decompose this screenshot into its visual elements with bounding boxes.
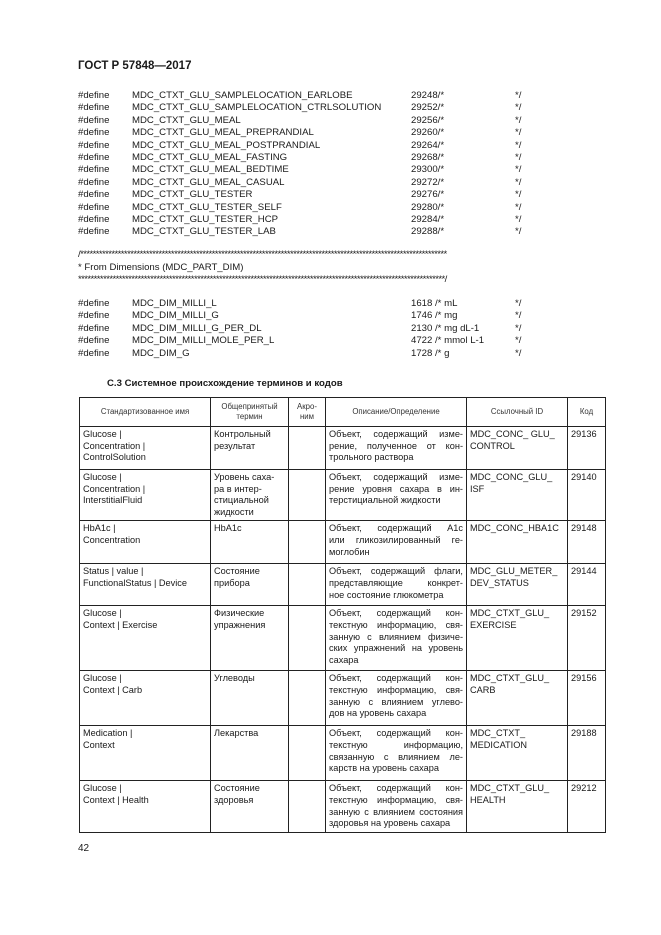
define-name: MDC_DIM_G — [132, 347, 190, 359]
cell-line: MDC_GLU_METER_ — [470, 566, 558, 577]
comment-end: */ — [515, 176, 522, 188]
cell-line: ControlSolution — [83, 452, 146, 463]
column-header: Стандартизованное имя — [80, 398, 211, 427]
define-keyword: #define — [78, 139, 110, 151]
cell-line: или гликозилированный ге- — [329, 534, 463, 545]
define-keyword: #define — [78, 201, 110, 213]
cell-line: Объект, содержащий изме- — [329, 429, 463, 439]
section-heading: С.3 Системное происхождение терминов и кодов — [107, 378, 343, 389]
cell-line: Контрольный — [214, 429, 271, 439]
cell-line: прибора — [214, 577, 250, 588]
cell-line: ра в интер- — [214, 483, 262, 494]
cell-line: EXERCISE — [470, 619, 517, 630]
comment-end: */ — [515, 201, 522, 213]
cell-desc — [326, 427, 467, 470]
table-row — [80, 781, 606, 833]
define-name: MDC_CTXT_GLU_MEAL_FASTING — [132, 151, 288, 163]
cell-line: Status | value | — [83, 566, 144, 577]
cell-line: Context | Exercise — [83, 619, 158, 630]
cell-line: Glucose | — [83, 783, 122, 794]
cell-line: ное состояние глюкометра — [329, 589, 444, 600]
define-keyword: #define — [78, 102, 110, 114]
cell-ref — [467, 564, 568, 606]
cell-line: занную с влиянием физиче- — [329, 631, 463, 642]
cell-term — [211, 564, 289, 606]
cell-code: 29148 — [568, 521, 606, 564]
cell-desc — [326, 671, 467, 726]
cell-acronym — [289, 521, 326, 564]
comment-bottom-line: *********************************************************************************************************************/ — [78, 274, 447, 285]
comment-end: */ — [515, 102, 522, 114]
cell-line: карств на уровень сахара — [329, 763, 439, 774]
define-name: MDC_CTXT_GLU_SAMPLELOCATION_EARLOBE — [132, 90, 353, 101]
cell-line: Объект, содержащий кон- — [329, 608, 463, 619]
cell-line: текстную информацию, свя- — [329, 684, 463, 695]
cell-line: MDC_CTXT_GLU_ — [470, 783, 550, 794]
cell-ref — [467, 606, 568, 671]
cell-line: Glucose | — [83, 608, 122, 619]
cell-name — [80, 427, 211, 470]
cell-line: CONTROL — [470, 440, 515, 451]
cell-line: трольного раствора — [329, 452, 414, 463]
cell-line: жидкости — [214, 506, 254, 517]
comment-end: */ — [515, 322, 522, 334]
cell-desc — [326, 781, 467, 833]
cell-ref — [467, 781, 568, 833]
cell-line: Context | Health — [83, 794, 149, 805]
cell-code: 29136 — [568, 427, 606, 470]
cell-line: здоровья — [214, 794, 254, 805]
define-value: 1728 /* g — [411, 347, 450, 359]
cell-line: Состояние — [214, 783, 260, 794]
define-keyword: #define — [78, 164, 110, 176]
define-keyword: #define — [78, 322, 110, 334]
define-name: MDC_DIM_MILLI_G — [132, 310, 219, 322]
define-value: 29264/* — [411, 139, 445, 151]
define-value: 29276/* — [411, 189, 445, 201]
cell-line: Context | Carb — [83, 684, 143, 695]
define-keyword: #define — [78, 226, 110, 238]
cell-line: Углеводы — [214, 673, 255, 684]
cell-code: 29144 — [568, 564, 606, 606]
column-header: Описание/Определение — [326, 398, 467, 427]
column-header: Общепринятый термин — [211, 398, 289, 427]
define-keyword: #define — [78, 114, 110, 126]
table-row — [80, 606, 606, 671]
cell-line: HbA1c — [214, 523, 242, 534]
cell-name — [80, 726, 211, 781]
cell-term — [211, 671, 289, 726]
cell-ref — [467, 671, 568, 726]
cell-acronym — [289, 726, 326, 781]
cell-line: Объект, содержащий кон- — [329, 728, 463, 739]
page-number: 42 — [78, 843, 90, 854]
define-name: MDC_DIM_MILLI_MOLE_PER_L — [132, 335, 275, 347]
comment-end: */ — [515, 189, 522, 201]
cell-ref — [467, 470, 568, 521]
cell-line: Объект, содержащий флаги, — [329, 566, 463, 577]
cell-line: дов на уровень сахара — [329, 708, 427, 719]
cell-line: стициальной — [214, 495, 269, 506]
cell-ref — [467, 427, 568, 470]
cell-line: Объект, содержащий кон- — [329, 673, 463, 684]
cell-desc — [326, 564, 467, 606]
define-value: 29248/* — [411, 90, 445, 101]
define-keyword: #define — [78, 213, 110, 225]
terms-table — [79, 397, 606, 833]
define-name: MDC_CTXT_GLU_MEAL — [132, 114, 241, 126]
comment-text: * From Dimensions (MDC_PART_DIM) — [78, 262, 244, 273]
cell-line: Состояние — [214, 566, 260, 577]
define-name: MDC_CTXT_GLU_TESTER — [132, 189, 253, 201]
define-keyword: #define — [78, 347, 110, 359]
define-name: MDC_CTXT_GLU_MEAL_PREPRANDIAL — [132, 127, 314, 139]
cell-acronym — [289, 470, 326, 521]
cell-line: Glucose | — [83, 429, 122, 439]
define-value: 29284/* — [411, 213, 445, 225]
cell-line: рение, полученное от кон- — [329, 440, 463, 451]
comment-top-line: /********************************************************************************************************************* — [78, 249, 447, 260]
cell-line: Объект, содержащий изме- — [329, 472, 463, 482]
define-name: MDC_DIM_MILLI_L — [132, 298, 217, 309]
define-value: 29268/* — [411, 151, 445, 163]
cell-line: Лекарства — [214, 728, 259, 739]
define-name: MDC_CTXT_GLU_MEAL_CASUAL — [132, 176, 285, 188]
define-value: 2130 /* mg dL-1 — [411, 322, 480, 334]
comment-end: */ — [515, 347, 522, 359]
cell-line: Concentration — [83, 534, 141, 545]
cell-desc — [326, 726, 467, 781]
cell-name — [80, 671, 211, 726]
cell-line: текстную информацию, — [329, 739, 463, 750]
define-value: 1618 /* mL — [411, 298, 458, 309]
define-value: 29260/* — [411, 127, 445, 139]
comment-end: */ — [515, 213, 522, 225]
cell-line: упражнения — [214, 619, 266, 630]
define-keyword: #define — [78, 151, 110, 163]
cell-term — [211, 726, 289, 781]
cell-line: CARB — [470, 684, 496, 695]
define-value: 29288/* — [411, 226, 445, 238]
cell-line: MDC_CTXT_GLU_ — [470, 608, 550, 619]
cell-term — [211, 521, 289, 564]
comment-end: */ — [515, 335, 522, 347]
cell-name — [80, 521, 211, 564]
cell-line: Glucose | — [83, 472, 122, 482]
cell-line: связанную с влиянием ле- — [329, 751, 463, 762]
column-header: Код — [568, 398, 606, 427]
cell-name — [80, 470, 211, 521]
cell-acronym — [289, 427, 326, 470]
cell-line: занную с влиянием углево- — [329, 696, 463, 707]
cell-line: результат — [214, 440, 256, 451]
table-row — [80, 427, 606, 470]
table-row — [80, 726, 606, 781]
cell-code: 29156 — [568, 671, 606, 726]
cell-line: InterstitialFluid — [83, 495, 143, 506]
define-name: MDC_CTXT_GLU_SAMPLELOCATION_CTRLSOLUTION — [132, 102, 382, 114]
comment-end: */ — [515, 226, 522, 238]
define-value: 29300/* — [411, 164, 445, 176]
cell-line: текстную информацию, свя- — [329, 619, 463, 630]
cell-line: MDC_CTXT_GLU_ — [470, 673, 550, 684]
cell-ref — [467, 521, 568, 564]
cell-line: HEALTH — [470, 794, 506, 805]
define-name: MDC_CTXT_GLU_TESTER_HCP — [132, 213, 279, 225]
cell-line: Glucose | — [83, 673, 122, 684]
cell-acronym — [289, 781, 326, 833]
define-name: MDC_CTXT_GLU_TESTER_LAB — [132, 226, 276, 238]
cell-line: DEV_STATUS — [470, 577, 529, 588]
cell-line: Concentration | — [83, 440, 146, 451]
cell-desc — [326, 606, 467, 671]
column-header: Ссылочный ID — [467, 398, 568, 427]
define-value: 29272/* — [411, 176, 445, 188]
cell-line: Объект, содержащий кон- — [329, 783, 463, 794]
cell-code: 29152 — [568, 606, 606, 671]
table-row — [80, 671, 606, 726]
cell-line: MDC_CTXT_ — [470, 728, 526, 739]
table-row — [80, 521, 606, 564]
cell-line: MDC_CONC_ GLU_ — [470, 429, 555, 439]
cell-line: представляющие конкрет- — [329, 577, 463, 588]
comment-end: */ — [515, 151, 522, 163]
cell-line: Context — [83, 739, 115, 750]
cell-name — [80, 781, 211, 833]
define-value: 29252/* — [411, 102, 445, 114]
cell-line: ских упражнений на уровень — [329, 643, 463, 654]
define-keyword: #define — [78, 298, 110, 309]
define-keyword: #define — [78, 176, 110, 188]
cell-line: ISF — [470, 483, 485, 494]
document-header: ГОСТ Р 57848—2017 — [78, 60, 192, 72]
cell-line: MEDICATION — [470, 739, 527, 750]
cell-line: терстициальной жидкости — [329, 495, 441, 506]
define-keyword: #define — [78, 127, 110, 139]
define-value: 29256/* — [411, 114, 445, 126]
comment-end: */ — [515, 127, 522, 139]
cell-acronym — [289, 564, 326, 606]
cell-code: 29140 — [568, 470, 606, 521]
define-value: 1746 /* mg — [411, 310, 458, 322]
define-name: MDC_CTXT_GLU_MEAL_POSTPRANDIAL — [132, 139, 321, 151]
define-name: MDC_CTXT_GLU_TESTER_SELF — [132, 201, 282, 213]
cell-line: Medication | — [83, 728, 133, 739]
cell-line: MDC_CONC_HBA1C — [470, 523, 559, 534]
cell-desc — [326, 470, 467, 521]
cell-term — [211, 470, 289, 521]
define-name: MDC_CTXT_GLU_MEAL_BEDTIME — [132, 164, 289, 176]
cell-term — [211, 427, 289, 470]
cell-line: занную с влиянием состояния — [329, 806, 463, 817]
cell-code: 29188 — [568, 726, 606, 781]
cell-desc — [326, 521, 467, 564]
cell-line: FunctionalStatus | Device — [83, 577, 188, 588]
cell-line: Физические — [214, 608, 265, 619]
cell-line: рение уровня сахара в ин- — [329, 483, 463, 494]
define-keyword: #define — [78, 90, 110, 101]
comment-end: */ — [515, 139, 522, 151]
comment-end: */ — [515, 114, 522, 126]
cell-line: MDC_CONC_GLU_ — [470, 472, 553, 482]
define-keyword: #define — [78, 189, 110, 201]
define-keyword: #define — [78, 335, 110, 347]
cell-line: здоровья на уровень сахара — [329, 818, 451, 829]
cell-line: Уровень саха- — [214, 472, 275, 482]
cell-line: сахара — [329, 654, 359, 665]
table-row — [80, 564, 606, 606]
cell-ref — [467, 726, 568, 781]
cell-term — [211, 606, 289, 671]
cell-code: 29212 — [568, 781, 606, 833]
cell-acronym — [289, 606, 326, 671]
comment-end: */ — [515, 298, 522, 309]
column-header: Акро-ним — [289, 398, 326, 427]
comment-end: */ — [515, 164, 522, 176]
cell-line: HbA1c | — [83, 523, 116, 534]
table-header-row — [80, 398, 606, 427]
cell-line: Concentration | — [83, 483, 146, 494]
comment-end: */ — [515, 90, 522, 101]
cell-line: Объект, содержащий A1c — [329, 523, 463, 534]
define-name: MDC_DIM_MILLI_G_PER_DL — [132, 322, 262, 334]
cell-line: текстную информацию, свя- — [329, 794, 463, 805]
define-keyword: #define — [78, 310, 110, 322]
cell-name — [80, 606, 211, 671]
table-row — [80, 470, 606, 521]
cell-term — [211, 781, 289, 833]
cell-acronym — [289, 671, 326, 726]
cell-line: моглобин — [329, 546, 370, 557]
define-value: 29280/* — [411, 201, 445, 213]
define-value: 4722 /* mmol L-1 — [411, 335, 485, 347]
cell-name — [80, 564, 211, 606]
comment-end: */ — [515, 310, 522, 322]
